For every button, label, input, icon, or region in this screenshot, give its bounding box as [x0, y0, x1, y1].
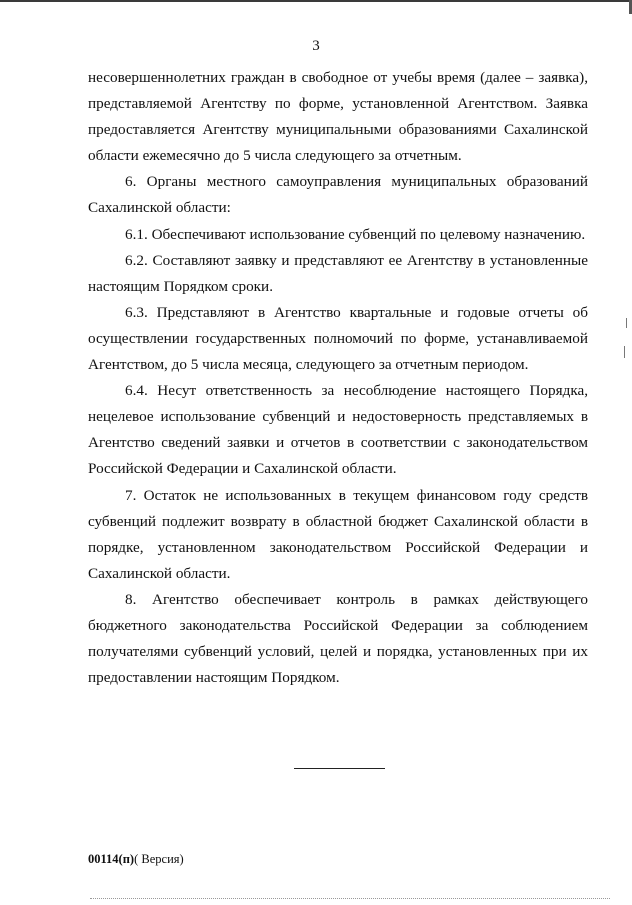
end-divider-line [294, 768, 385, 769]
paragraph-6-3: 6.3. Представляют в Агентство квартальные и годовые отчеты об осуществлении государственных полномочий по форме, устанавливаемой Агентством, до 5 числа месяца, следующего за отчетным периодом. [88, 303, 588, 374]
paragraph-8: 8. Агентство обеспечивает контроль в рамках действующего бюджетного законодательства Российской Федерации за соблюдением получателями субвенций условий, целей и порядка, установленных при их предоставлении настоящим Порядком. [88, 590, 588, 687]
document-body [88, 65, 588, 691]
paragraph-6-1: 6.1. Обеспечивают использование субвенций по целевому назначению. [125, 225, 586, 243]
page-number: 3 [312, 38, 320, 54]
margin-speck [626, 318, 627, 328]
document-version: ( Версия) [134, 852, 184, 866]
paragraph-6-2: 6.2. Составляют заявку и представляют ее Агентству в установленные настоящим Порядком сроки. [88, 251, 588, 295]
document-code: 00114(п) [88, 852, 135, 866]
scan-top-edge [0, 0, 632, 2]
scan-bottom-noise [90, 898, 610, 900]
paragraph-6: 6. Органы местного самоуправления муниципальных образований Сахалинской области: [88, 173, 588, 217]
paragraph-7: 7. Остаток не использованных в текущем финансовом году средств субвенций подлежит возврату в областной бюджет Сахалинской области в порядке, установленном законодательством Российской Федерации и Сахалинской области. [88, 486, 588, 582]
document-code-footer [88, 852, 184, 867]
margin-speck [624, 346, 625, 358]
paragraph-6-4: 6.4. Несут ответственность за несоблюдение настоящего Порядка, нецелевое использование субвенций и недостоверность представляемых в Агентство сведений заявки и отчетов в соответствии с законодательством Российской Федерации и Сахалинской области. [88, 382, 588, 478]
paragraph-continuation: несовершеннолетних граждан в свободное от учебы время (далее – заявка), представляемой Агентству по форме, установленной Агентством. Заявка предоставляется Агентству муниципальными образованиями Сахалинской области ежемесячно до 5 числа следующего за отчетным. [88, 69, 588, 165]
